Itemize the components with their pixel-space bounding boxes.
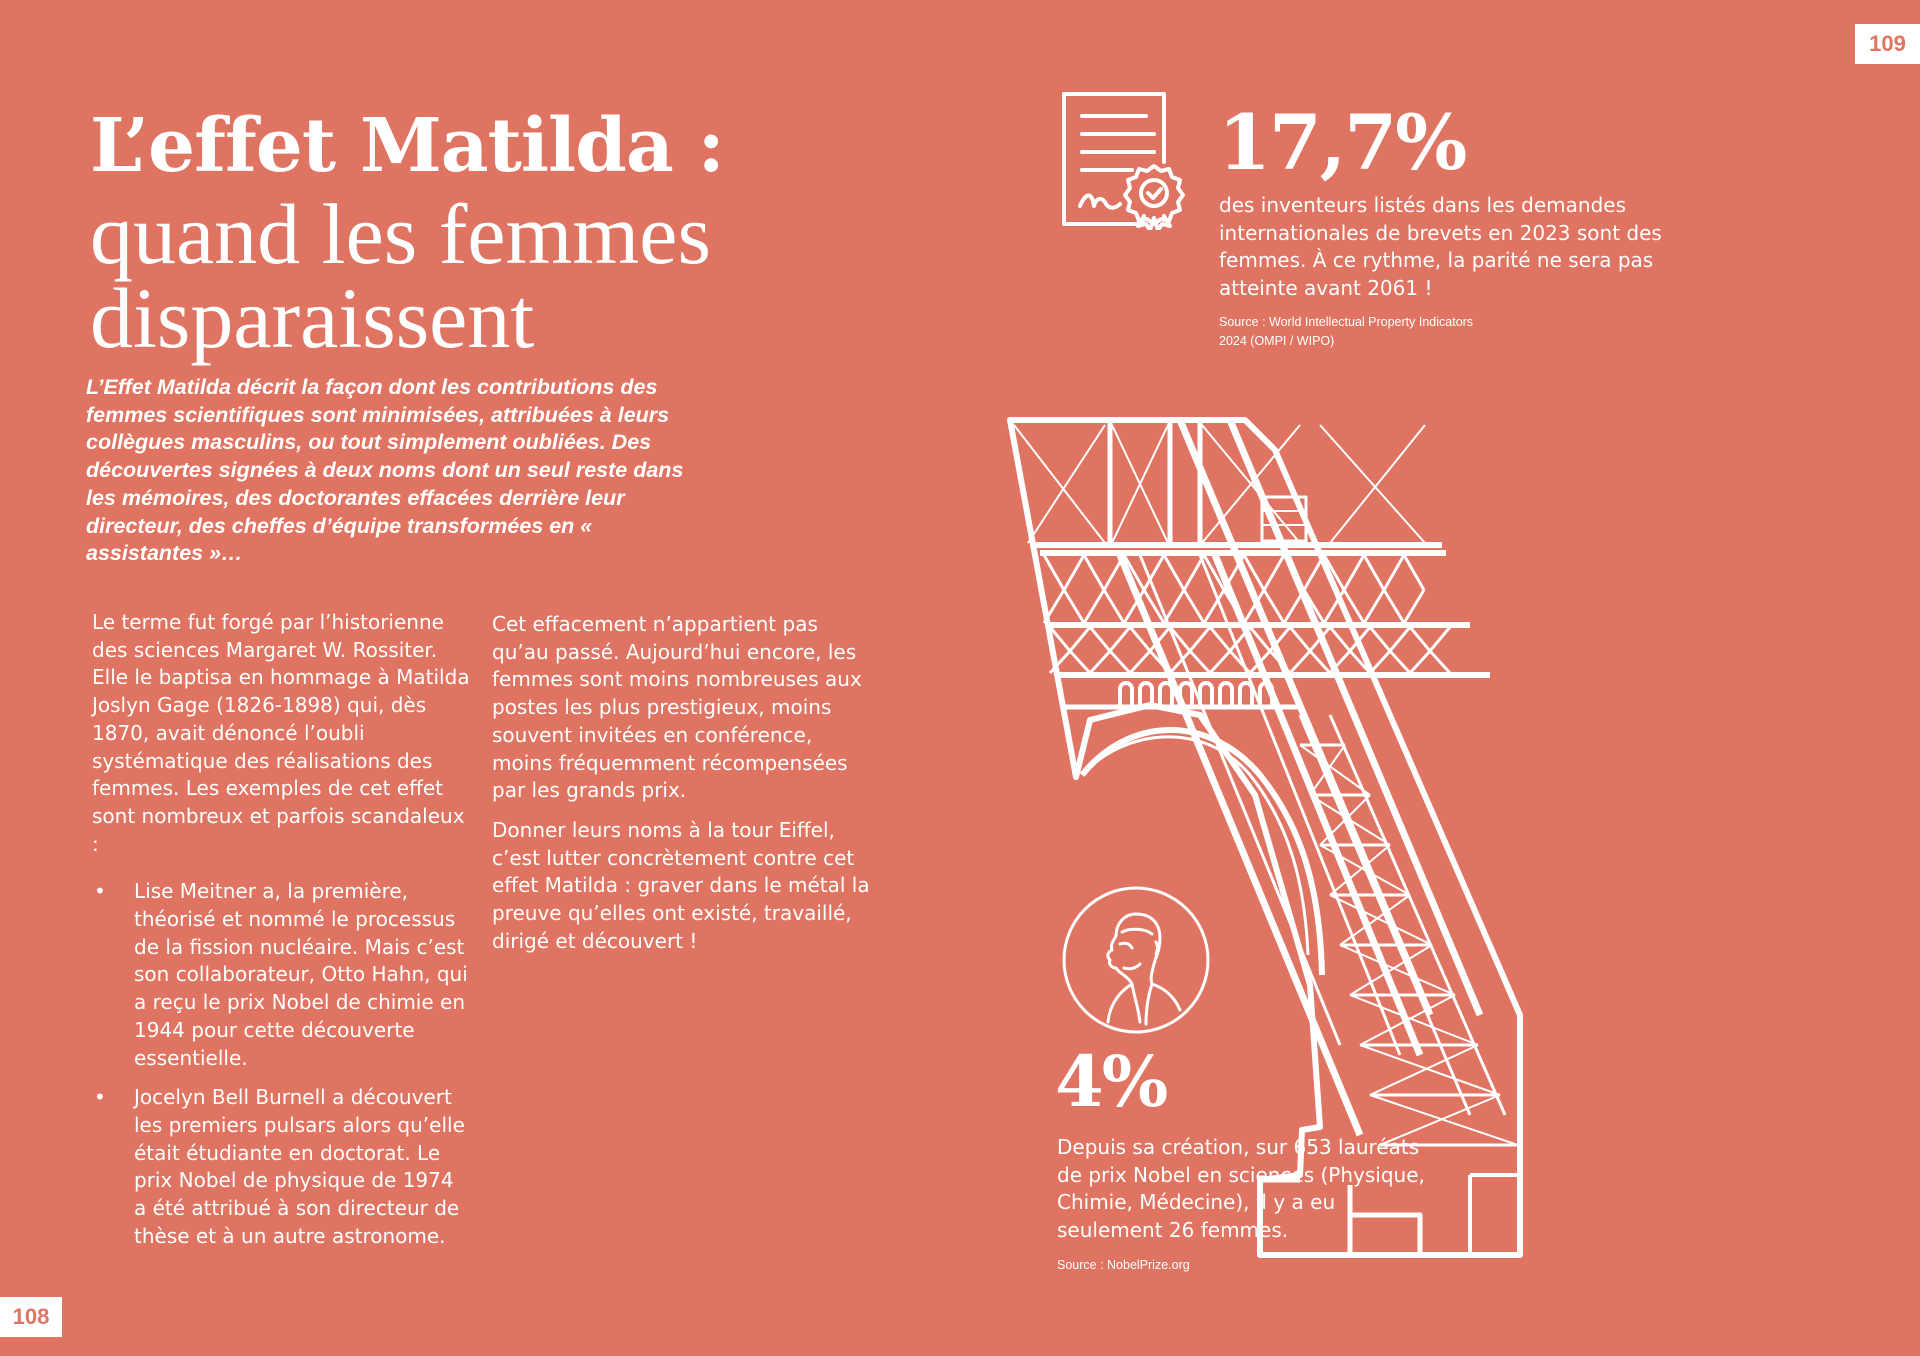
bullet-marker: • (94, 1085, 106, 1110)
examples-list (92, 878, 472, 1250)
column2-paragraph-1: Cet effacement n’appartient pas qu’au passé. Aujourd’hui encore, les femmes sont moins nombreuses aux postes les plus prestigieux, moins souvent invitées en conférence, moins fréquemment récompensées par les grands prix. (492, 612, 862, 803)
page-number-right: 109 (1855, 24, 1920, 64)
patent-certificate-icon (1058, 90, 1190, 230)
nobel-medal-icon (1060, 884, 1212, 1036)
list-item (92, 1084, 472, 1250)
title-subtitle: quand les femmes disparaissent (90, 186, 711, 366)
column1-paragraph: Le terme fut forgé par l’historienne des sciences Margaret W. Rossiter. Elle le baptisa en hommage à Matilda Joslyn Gage (1826-1898) qui, dès 1870, avait dénoncé l’oubli systématique des réalisations des femmes. Les exemples de cet effet sont nombreux et parfois scandaleux : (92, 610, 470, 856)
stat-patents-source: Source : World Intellectual Property Indicators 2024 (OMPI / WIPO) (1219, 315, 1474, 348)
column2-paragraph-2: Donner leurs noms à la tour Eiffel, c’est lutter concrètement contre cet effet Matilda : graver dans le métal la preuve qu’elles ont existé, travaillé, dirigé et découvert ! (492, 817, 870, 953)
title-main: L’effet Matilda : (90, 103, 724, 189)
list-item (92, 878, 472, 1072)
list-item-text: Lise Meitner a, la première, théorisé et nommé le processus de la fission nucléaire. Mais c’est son collaborateur, Otto Hahn, qui a reçu le prix Nobel de chimie en 1944 pour cette découverte essentielle. (134, 879, 468, 1070)
page-number-left: 108 (0, 1297, 62, 1337)
intro-paragraph: L’Effet Matilda décrit la façon dont les contributions des femmes scientifiques sont minimisées, attribuées à leurs collègues masculins, ou tout simplement oubliées. Des découvertes signées à deux noms dont un seul reste dans les mémoires, des doctorantes effacées derrière leur directeur, des cheffes d’équipe transformées en « assistantes »… (86, 375, 684, 566)
stat-nobel-description: Depuis sa création, sur 653 lauréats de prix Nobel en sciences (Physique, Chimie, Médecine), il y a eu seulement 26 femmes. (1057, 1135, 1425, 1243)
list-item-text: Jocelyn Bell Burnell a découvert les premiers pulsars alors qu’elle était étudiante en doctorat. Le prix Nobel de physique de 1974 a été attribué à son directeur de thèse et à un autre astronome. (134, 1085, 465, 1248)
body-column-left (92, 609, 472, 1262)
bullet-marker: • (94, 879, 106, 904)
stat-patents-value: 17,7% (1218, 98, 1466, 187)
stat-patents-description: des inventeurs listés dans les demandes internationales de brevets en 2023 sont des femmes. À ce rythme, la parité ne sera pas atteinte avant 2061 ! (1219, 193, 1662, 301)
stat-nobel-source: Source : NobelPrize.org (1057, 1258, 1190, 1272)
stat-nobel-value: 4% (1055, 1040, 1167, 1123)
body-column-right (492, 611, 872, 955)
